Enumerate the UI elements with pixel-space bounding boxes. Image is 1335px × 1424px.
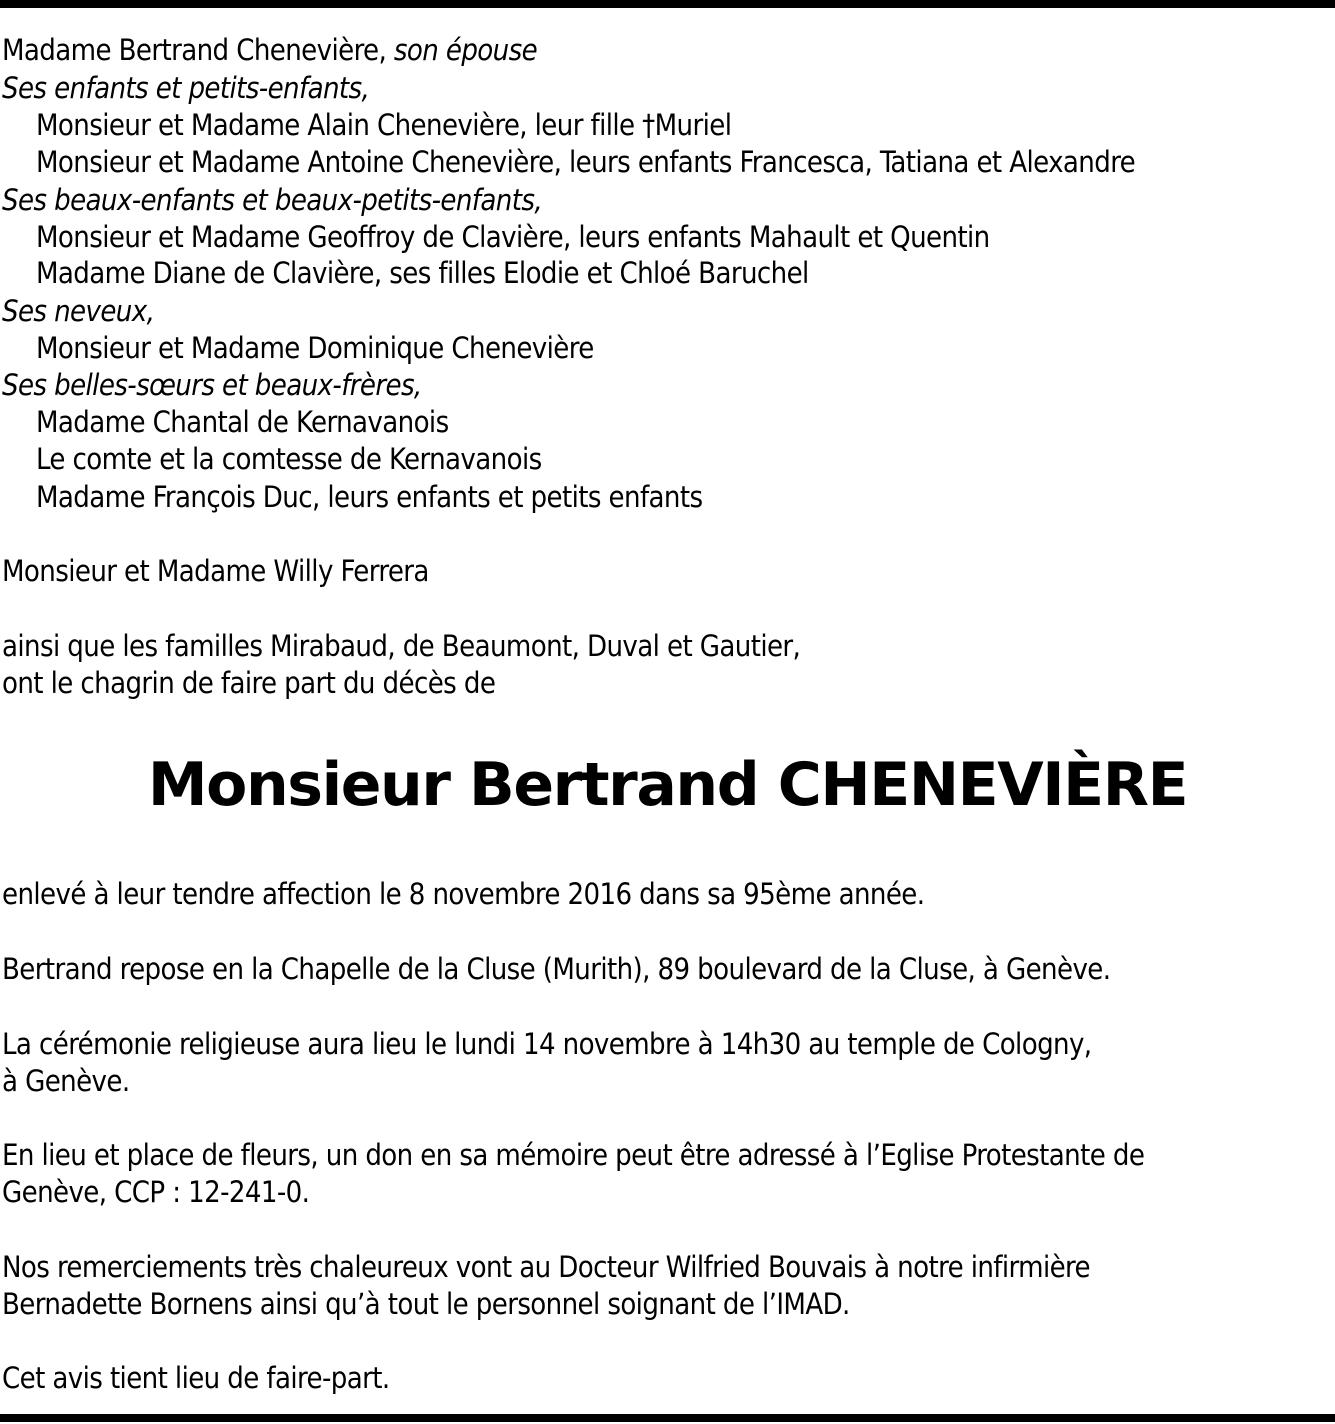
wife-name: Madame Bertrand Chenevière,	[2, 33, 387, 67]
donation-line: En lieu et place de fleurs, un don en sa mémoire peut être adressé à l’Eglise Protestante de	[2, 1138, 1145, 1172]
deceased-name: Monsieur Bertrand CHENEVIÈRE	[147, 750, 1188, 820]
nephews-heading: Ses neveux,	[2, 294, 155, 328]
announcement-line: ont le chagrin de faire part du décès de	[2, 666, 496, 700]
inlaw-line: Le comte et la comtesse de Kernavanois	[36, 442, 542, 476]
bottom-border-rule	[0, 1414, 1335, 1422]
repose-line: Bertrand repose en la Chapelle de la Cluse (Murith), 89 boulevard de la Cluse, à Genève.	[2, 952, 1111, 986]
ceremony-line: à Genève.	[2, 1064, 130, 1098]
inlaw-line: Madame Chantal de Kernavanois	[36, 405, 449, 439]
stepchild-line: Madame Diane de Clavière, ses filles Elodie et Chloé Baruchel	[36, 256, 809, 290]
inlaws-heading: Ses belles-sœurs et beaux-frères,	[2, 368, 422, 402]
wife-role: son épouse	[393, 33, 538, 67]
children-heading: Ses enfants et petits-enfants,	[2, 71, 370, 105]
ceremony-line: La cérémonie religieuse aura lieu le lundi 14 novembre à 14h30 au temple de Cologny,	[2, 1027, 1092, 1061]
stepchildren-heading: Ses beaux-enfants et beaux-petits-enfants,	[2, 183, 543, 217]
death-line: enlevé à leur tendre affection le 8 novembre 2016 dans sa 95ème année.	[2, 877, 925, 911]
families-line: ainsi que les familles Mirabaud, de Beaumont, Duval et Gautier,	[2, 629, 801, 663]
wife-line	[2, 32, 537, 68]
top-border-rule	[0, 0, 1335, 8]
child-line: Monsieur et Madame Alain Chenevière, leur fille †Muriel	[36, 108, 732, 142]
thanks-line: Nos remerciements très chaleureux vont au Docteur Wilfried Bouvais à notre infirmière	[2, 1250, 1091, 1284]
other-family-line: Monsieur et Madame Willy Ferrera	[2, 554, 429, 588]
child-line: Monsieur et Madame Antoine Chenevière, leurs enfants Francesca, Tatiana et Alexandre	[36, 145, 1136, 179]
donation-line: Genève, CCP : 12-241-0.	[2, 1175, 310, 1209]
thanks-line: Bernadette Bornens ainsi qu’à tout le personnel soignant de l’IMAD.	[2, 1287, 850, 1321]
inlaw-line: Madame François Duc, leurs enfants et petits enfants	[36, 480, 703, 514]
nephew-line: Monsieur et Madame Dominique Chenevière	[36, 331, 594, 365]
closing-line: Cet avis tient lieu de faire-part.	[2, 1361, 390, 1395]
stepchild-line: Monsieur et Madame Geoffroy de Clavière, leurs enfants Mahault et Quentin	[36, 220, 990, 254]
